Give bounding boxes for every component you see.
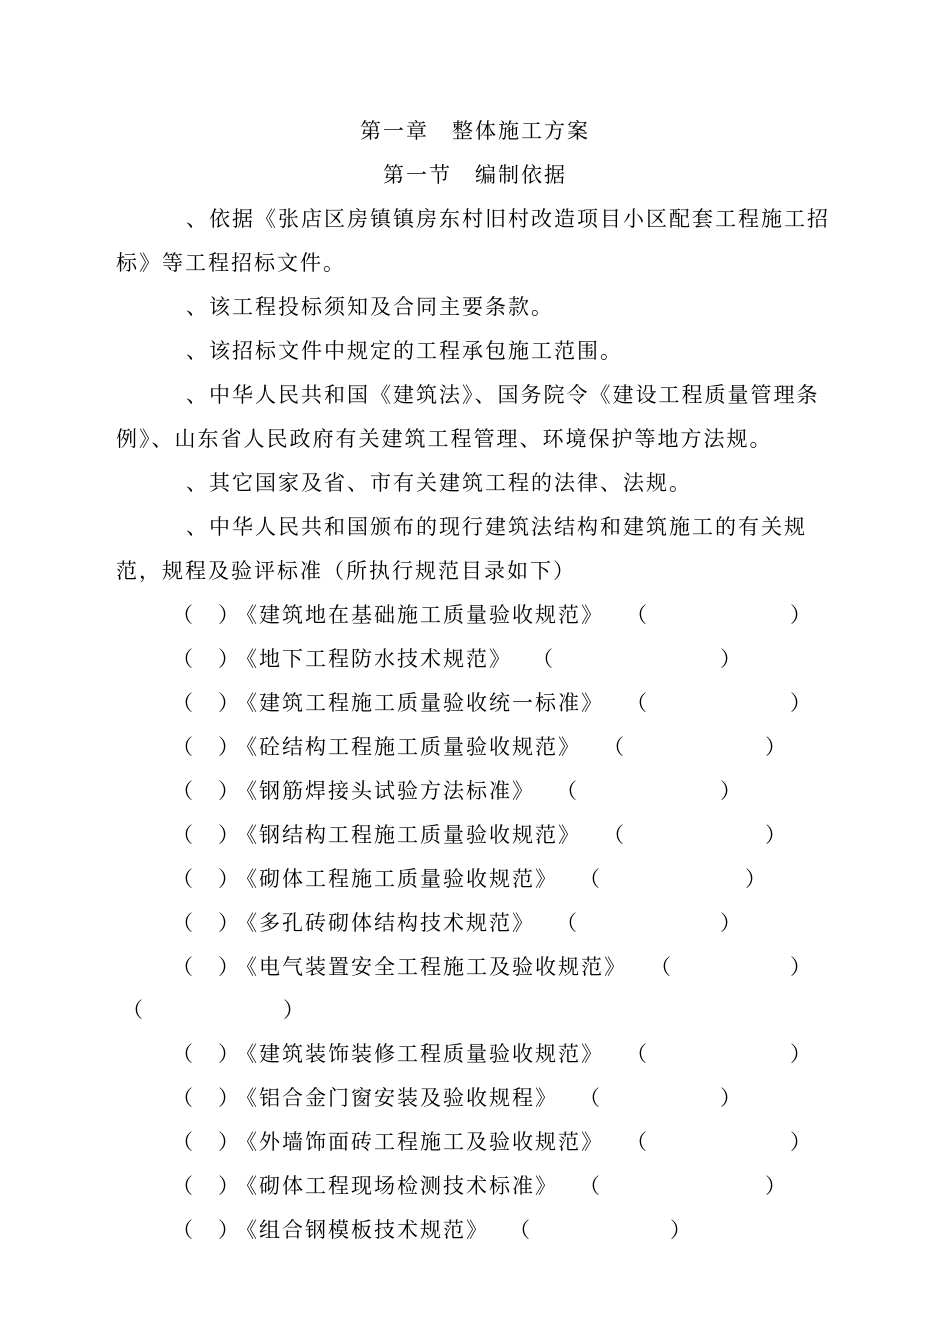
standard-title: 《组合钢模板技术规范》 (236, 1218, 489, 1242)
standard-number: （ ） (172, 1218, 241, 1242)
paragraph-1-line-1: 、依据《张店区房镇镇房东村旧村改造项目小区配套工程施工招 (186, 207, 830, 231)
standard-number: （ ） (172, 1042, 241, 1066)
paragraph-6-line-1: 、中华人民共和国颁布的现行建筑法结构和建筑施工的有关规 (186, 515, 807, 539)
chapter-title: 第一章 整体施工方案 (360, 119, 590, 143)
standard-number: （ ） (172, 735, 241, 759)
paragraph-2: 、该工程投标须知及合同主要条款。 (186, 295, 554, 319)
standard-ref-open: （ (532, 647, 555, 671)
paragraph-3: 、该招标文件中规定的工程承包施工范围。 (186, 339, 623, 363)
standard-ref-close: ） (765, 1174, 788, 1198)
paragraph-6-line-2: 范，规程及验评标准（所执行规范目录如下） (116, 559, 576, 583)
standard-title: 《砌体工程施工质量验收规范》 (236, 867, 558, 891)
standard-ref-open: （ (626, 1042, 649, 1066)
standard-title: 《钢结构工程施工质量验收规范》 (236, 823, 581, 847)
standard-ref-open: （ (603, 823, 626, 847)
paragraph-4-line-2: 例》、山东省人民政府有关建筑工程管理、环境保护等地方法规。 (116, 427, 773, 451)
standard-title: 《建筑地在基础施工质量验收规范》 (236, 603, 604, 627)
standard-ref-close: ） (765, 823, 788, 847)
standard-ref-close: ） (720, 647, 743, 671)
standard-ref-close: ） (790, 691, 813, 715)
standard-title: 《多孔砖砌体结构技术规范》 (236, 911, 535, 935)
standard-ref-close: ） (790, 1042, 813, 1066)
standard-number: （ ） (172, 1130, 241, 1154)
standard-ref-open: （ (626, 691, 649, 715)
paragraph-1-line-2: 标》等工程招标文件。 (116, 251, 346, 275)
standard-title: 《建筑工程施工质量验收统一标准》 (236, 691, 604, 715)
standard-ref-close: ） (670, 1218, 693, 1242)
standard-ref-close: ） (720, 779, 743, 803)
standard-ref-open: （ (579, 1086, 602, 1110)
standard-number: （ ） (172, 911, 241, 935)
standard-ref-open: （ (626, 1130, 649, 1154)
standard-title: 《外墙饰面砖工程施工及验收规范》 (236, 1130, 604, 1154)
standard-number: （ ） (172, 779, 241, 803)
standard-number: （ ） (172, 1086, 241, 1110)
section-title: 第一节 编制依据 (383, 163, 567, 187)
standard-number: （ ） (172, 1174, 241, 1198)
standard-ref-open: （ (603, 735, 626, 759)
standard-title: 《钢筋焊接头试验方法标准》 (236, 779, 535, 803)
standard-ref-close: ） (720, 911, 743, 935)
standard-ref-open: （ (650, 955, 673, 979)
standard-title: 《铝合金门窗安装及验收规程》 (236, 1086, 558, 1110)
standard-number: （ ） (172, 823, 241, 847)
standard-number: （ ） (172, 691, 241, 715)
paragraph-4-line-1: 、中华人民共和国《建筑法》、国务院令《建设工程质量管理条 (186, 383, 820, 407)
orphan-reference-line: （ ） (122, 998, 306, 1022)
standard-ref-open: （ (579, 867, 602, 891)
paragraph-5: 、其它国家及省、市有关建筑工程的法律、法规。 (186, 471, 692, 495)
standard-ref-close: ） (790, 603, 813, 627)
standard-ref-open: （ (556, 911, 579, 935)
standard-title: 《砼结构工程施工质量验收规范》 (236, 735, 581, 759)
standard-number: （ ） (172, 603, 241, 627)
standard-ref-close: ） (765, 735, 788, 759)
standard-ref-open: （ (556, 779, 579, 803)
standard-ref-open: （ (509, 1218, 532, 1242)
standard-ref-close: ） (790, 955, 813, 979)
standard-title: 《电气装置安全工程施工及验收规范》 (236, 955, 627, 979)
standard-title: 《建筑装饰装修工程质量验收规范》 (236, 1042, 604, 1066)
standard-ref-close: ） (745, 867, 768, 891)
standard-number: （ ） (172, 647, 241, 671)
standard-ref-close: ） (720, 1086, 743, 1110)
standard-number: （ ） (172, 955, 241, 979)
standard-title: 《砌体工程现场检测技术标准》 (236, 1174, 558, 1198)
standard-title: 《地下工程防水技术规范》 (236, 647, 512, 671)
standard-ref-open: （ (626, 603, 649, 627)
standard-ref-open: （ (579, 1174, 602, 1198)
standard-ref-close: ） (790, 1130, 813, 1154)
standard-number: （ ） (172, 867, 241, 891)
